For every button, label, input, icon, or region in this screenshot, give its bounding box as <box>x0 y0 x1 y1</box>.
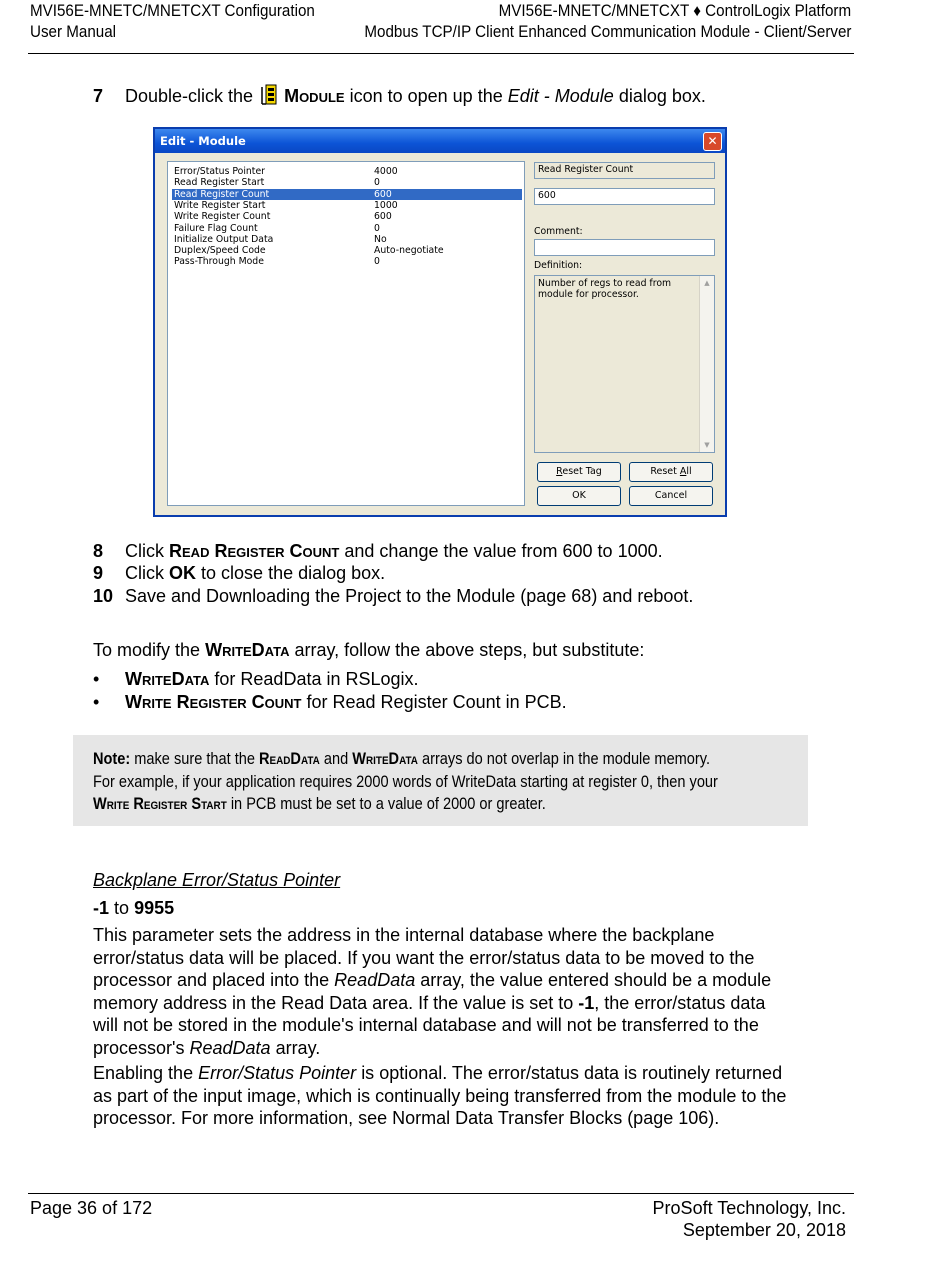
note-text <box>93 748 718 816</box>
header-platform: MVI56E-MNETC/MNETCXT ♦ ControlLogix Platform <box>498 2 851 20</box>
parameter-name: Pass-Through Mode <box>174 256 264 268</box>
param-value-input[interactable]: 600 <box>534 188 715 205</box>
parameter-name: Initialize Output Data <box>174 233 274 245</box>
parameter-value: No <box>374 233 387 245</box>
note-box <box>73 735 808 826</box>
keyword: ReadData <box>259 750 320 768</box>
parameter-value: 0 <box>374 256 380 268</box>
parameter-name: Read Register Count <box>174 188 270 200</box>
section-heading <box>93 869 340 892</box>
text: and <box>323 750 349 768</box>
parameter-value: 0 <box>374 222 380 234</box>
paragraph-2 <box>93 1062 793 1130</box>
step-8 <box>93 540 663 562</box>
text: array. <box>275 1037 321 1058</box>
step-keyword: OK <box>169 563 197 583</box>
dialog-title: Edit - Module <box>155 129 725 153</box>
keyword: WriteData <box>205 640 290 660</box>
parameter-row[interactable] <box>172 234 522 245</box>
text: This parameter sets the address in the internal database where the backplane error/status data will be placed. If you want the error/status data to be moved to the processor and placed into the <box>93 925 755 990</box>
text: for Read Register Count in PCB. <box>306 692 567 712</box>
note-label: Note: <box>93 750 131 768</box>
keyword: Write Register Start <box>93 795 227 813</box>
text: For example, if your application requires 2000 words of WriteData starting at register 0, then your <box>93 772 718 791</box>
close-icon[interactable]: ✕ <box>703 132 722 151</box>
company-name: ProSoft Technology, Inc. <box>652 1198 846 1218</box>
module-icon <box>260 84 280 106</box>
step-number: 7 <box>93 86 104 106</box>
step-text: and change the value from 600 to 1000. <box>344 541 663 561</box>
step-text: to close the dialog box. <box>201 563 386 583</box>
reset-all-button[interactable]: Reset All <box>629 462 713 482</box>
paragraph-1 <box>93 924 793 1059</box>
text: in PCB must be set to a value of 2000 or greater. <box>230 795 546 813</box>
bold-text: -1 <box>578 992 595 1013</box>
parameter-value: 1000 <box>374 199 398 211</box>
keyword: WriteData <box>352 750 418 768</box>
definition-text: Number of regs to read from module for processor. <box>538 278 672 300</box>
step-text: Click <box>125 563 164 583</box>
bullet-icon: • <box>93 669 100 689</box>
parameter-row[interactable] <box>172 166 522 177</box>
page-number: Page 36 of 172 <box>30 1198 153 1218</box>
step-text: Double-click the <box>125 86 254 106</box>
parameter-name: Write Register Count <box>174 211 271 223</box>
header-doc-type: User Manual <box>30 23 117 41</box>
parameter-name: Read Register Start <box>174 177 265 189</box>
bullet-icon: • <box>93 692 100 712</box>
text: make sure that the <box>134 750 255 768</box>
scroll-up-icon[interactable]: ▲ <box>704 279 710 287</box>
heading-text: Backplane Error/Status Pointer <box>93 870 341 890</box>
definition-scrollbar[interactable] <box>699 276 714 452</box>
parameter-row[interactable] <box>172 211 522 222</box>
bullet-item <box>93 668 419 690</box>
keyword: WriteData <box>125 669 210 689</box>
header-module-desc: Modbus TCP/IP Client Enhanced Communication Module - Client/Server <box>363 23 851 41</box>
comment-input[interactable] <box>534 239 715 256</box>
step-keyword: Read Register Count <box>169 541 340 561</box>
bullet-item <box>93 691 567 713</box>
text: array, follow the above steps, but substitute: <box>294 640 645 660</box>
comment-label: Comment: <box>534 226 583 237</box>
text: Enabling the <box>93 1063 194 1083</box>
italic-text: Error/Status Pointer <box>198 1063 357 1083</box>
parameter-name: Error/Status Pointer <box>174 166 265 177</box>
header-doc-title: MVI56E-MNETC/MNETCXT Configuration <box>30 2 315 20</box>
selected-param-name: Read Register Count <box>534 162 715 179</box>
parameter-row[interactable] <box>172 189 522 200</box>
parameter-value: 0 <box>374 177 380 189</box>
ok-button[interactable]: OK <box>537 486 621 506</box>
parameter-name: Duplex/Speed Code <box>174 245 266 257</box>
step-number: 10 <box>93 586 114 606</box>
step-keyword: Module <box>284 86 345 106</box>
footer-rule <box>28 1193 854 1194</box>
step-number: 9 <box>93 563 104 583</box>
publish-date: September 20, 2018 <box>682 1220 846 1240</box>
parameter-row[interactable] <box>172 223 522 234</box>
step-text: Save and Downloading the Project to the Module (page 68) and reboot. <box>125 586 694 606</box>
text: for ReadData in RSLogix. <box>214 669 419 689</box>
parameter-row[interactable] <box>172 256 522 267</box>
parameter-value: 600 <box>374 188 392 200</box>
step-number: 8 <box>93 541 104 561</box>
edit-module-dialog <box>153 127 727 517</box>
definition-label: Definition: <box>534 260 583 271</box>
step-10 <box>93 585 693 607</box>
step-9 <box>93 562 385 584</box>
modify-paragraph <box>93 639 644 662</box>
italic-text: ReadData <box>334 970 416 990</box>
parameter-list[interactable] <box>167 161 525 506</box>
parameter-row[interactable] <box>172 177 522 188</box>
range-min: -1 <box>93 898 110 918</box>
parameter-value: Auto-negotiate <box>374 245 444 257</box>
keyword: Write Register Count <box>125 692 302 712</box>
parameter-row[interactable] <box>172 245 522 256</box>
parameter-value: 4000 <box>374 166 398 177</box>
definition-box <box>534 275 715 453</box>
parameter-value: 600 <box>374 211 392 223</box>
parameter-row[interactable] <box>172 200 522 211</box>
step-text: dialog box. <box>618 86 706 106</box>
text: To modify the <box>93 640 201 660</box>
text: to <box>114 898 130 918</box>
text: arrays do not overlap in the module memory. <box>422 750 711 768</box>
italic-text: ReadData <box>189 1037 271 1058</box>
value-range <box>93 897 174 920</box>
range-max: 9955 <box>134 898 175 918</box>
text: , the error/status data will not be stored in the module's internal database and will not be transferred to the processor's <box>93 992 766 1058</box>
scroll-down-icon[interactable]: ▼ <box>704 441 710 449</box>
parameter-name: Failure Flag Count <box>174 222 258 234</box>
step-7 <box>93 84 706 107</box>
parameter-name: Write Register Start <box>174 199 266 211</box>
header-rule <box>28 53 854 54</box>
cancel-button[interactable]: Cancel <box>629 486 713 506</box>
text: array, the value entered should be a module memory address in the Read Data area. If the value is set to <box>93 970 772 1013</box>
step-text: Click <box>125 541 164 561</box>
text: is optional. The error/status data is routinely returned as part of the input image, which is continually being transferred from the module to the processor. For more information, see Normal Data Transfer Blocks (page 106). <box>93 1063 787 1128</box>
step-text: icon to open up the <box>349 86 503 106</box>
reset-tag-button[interactable]: Reset Tag <box>537 462 621 482</box>
step-italic: Edit - Module <box>507 86 614 106</box>
